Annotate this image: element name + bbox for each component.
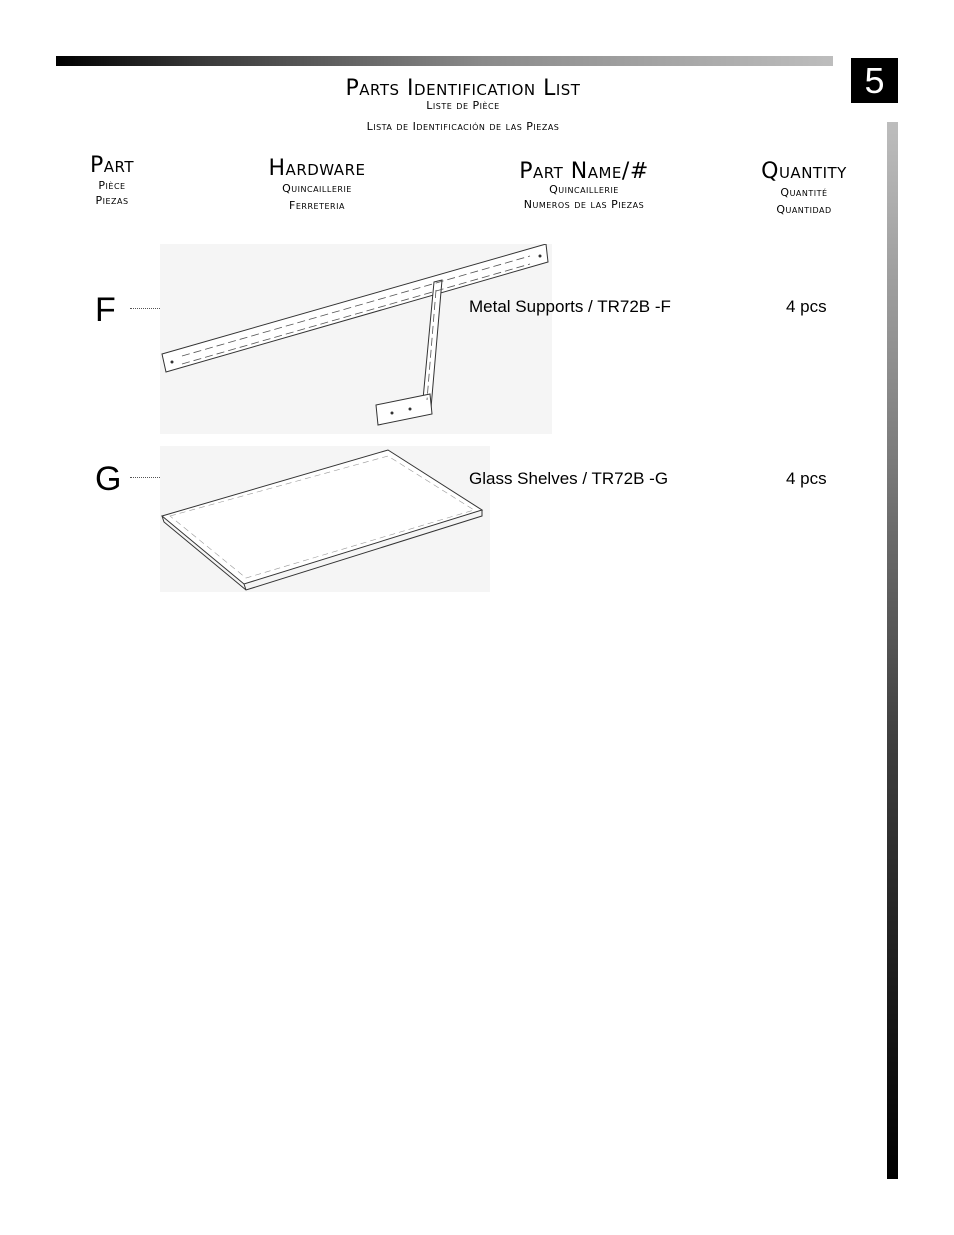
part-quantity: 4 pcs bbox=[786, 297, 827, 316]
column-sublabel: Quincaillerie bbox=[549, 183, 619, 196]
column-sublabel: Quantité bbox=[780, 186, 828, 199]
column-label: Part bbox=[89, 153, 135, 178]
side-gradient-bar bbox=[887, 122, 898, 1179]
page-number-badge: 5 bbox=[851, 58, 898, 103]
column-label: Part Name/# bbox=[519, 159, 649, 184]
column-sublabel: Piezas bbox=[95, 194, 129, 207]
page-title: Parts Identification List bbox=[345, 76, 581, 101]
part-name: Metal Supports / TR72B -F bbox=[469, 297, 671, 316]
glass-shelf-drawing bbox=[160, 446, 490, 592]
page-subtitle-fr: Liste de Pièce bbox=[426, 99, 500, 112]
column-sublabel: Pièce bbox=[98, 179, 126, 192]
part-letter: F bbox=[95, 291, 116, 329]
page-subtitle-es: Lista de Identificación de las Piezas bbox=[366, 120, 560, 133]
column-sublabel: Quantidad bbox=[776, 203, 832, 216]
column-sublabel: Numeros de las Piezas bbox=[523, 198, 645, 211]
column-label: Hardware bbox=[268, 156, 366, 181]
part-name: Glass Shelves / TR72B -G bbox=[469, 469, 669, 488]
column-sublabel: Ferreteria bbox=[289, 199, 345, 212]
header-gradient-bar bbox=[56, 56, 833, 66]
column-label: Quantity bbox=[761, 159, 847, 184]
column-sublabel: Quincaillerie bbox=[282, 182, 352, 195]
part-letter: G bbox=[95, 460, 122, 498]
part-quantity: 4 pcs bbox=[786, 469, 827, 488]
metal-support-drawing bbox=[160, 244, 552, 434]
